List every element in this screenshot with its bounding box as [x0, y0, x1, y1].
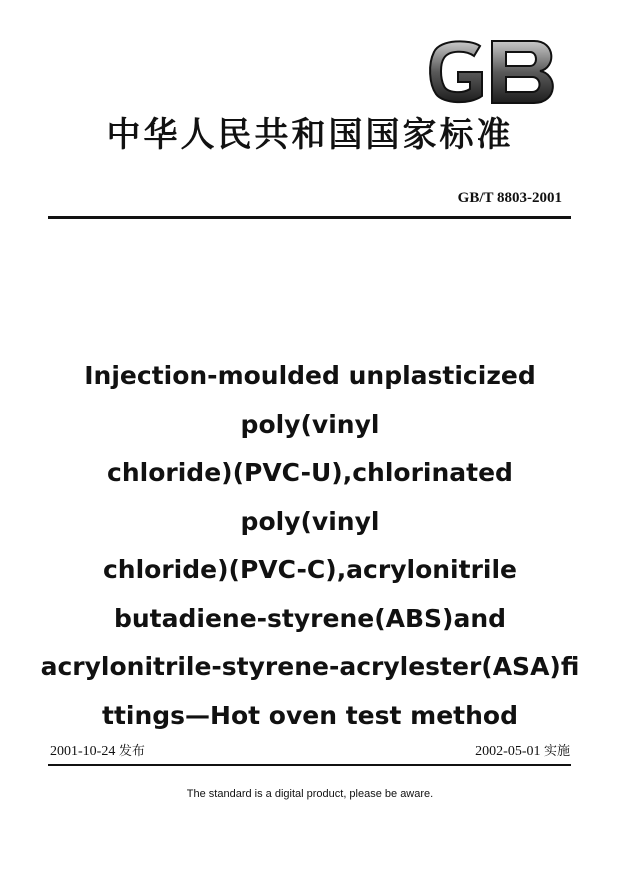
footer-divider: [48, 764, 571, 766]
issue-date-group: [50, 742, 145, 762]
title-line: butadiene-styrene(ABS)and: [113, 603, 507, 633]
gb-logo: [426, 36, 558, 108]
title-line: chloride)(PVC-C),acrylonitrile: [102, 555, 517, 584]
document-title: [40, 352, 580, 740]
date-row: [50, 742, 570, 762]
effective-date: 2002-05-01: [475, 744, 541, 759]
title-line: chloride)(PVC-U),chlorinated: [107, 458, 513, 487]
effective-label: 实施: [543, 744, 570, 759]
effective-date-group: [475, 742, 570, 762]
title-line: poly(vinyl: [240, 409, 380, 439]
title-line: poly(vinyl: [240, 506, 380, 536]
title-line: ttings—Hot oven test method: [102, 700, 518, 730]
title-line: acrylonitrile-styrene-acrylester(ASA)fi: [40, 652, 580, 681]
issue-label: 发布: [118, 744, 145, 759]
header-divider: [48, 216, 571, 219]
organization-title: 中华人民共和国国家标准: [106, 115, 514, 155]
issue-date: 2001-10-24: [50, 744, 116, 759]
digital-product-notice: The standard is a digital product, please be aware.: [186, 788, 434, 800]
standard-number: GB/T 8803-2001: [457, 190, 562, 206]
title-line: Injection-moulded unplasticized: [84, 361, 536, 390]
